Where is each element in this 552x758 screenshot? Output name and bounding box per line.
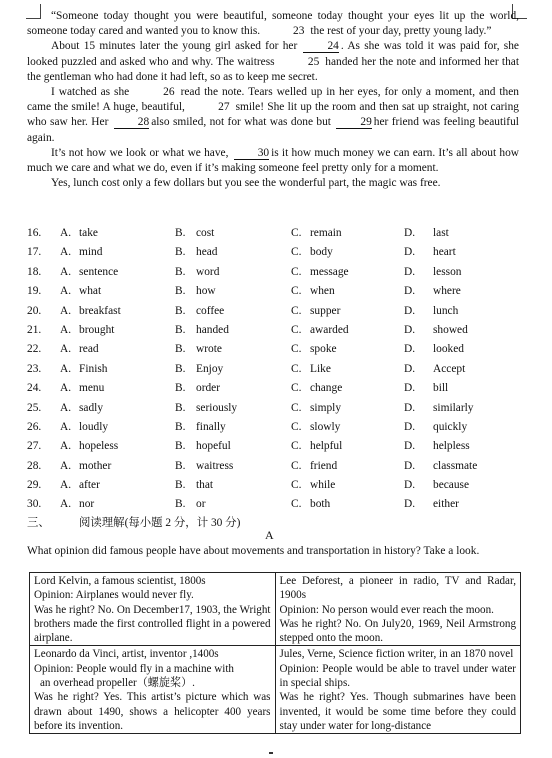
option-text-c: spoke: [310, 343, 337, 356]
option-letter-d: D.: [404, 323, 416, 336]
question-number: 17.: [27, 246, 42, 259]
options-list: [27, 224, 519, 515]
option-letter-a: A.: [60, 323, 72, 336]
option-text-c: when: [310, 285, 335, 298]
page-number-mark: [269, 752, 273, 754]
option-text-b: waitress: [196, 459, 234, 472]
option-text-b: hopeful: [196, 440, 231, 453]
option-letter-c: C.: [291, 479, 302, 492]
option-text-d: showed: [433, 323, 468, 336]
cell-line: Was he right? No. On July20, 1969, Neil Armstrong stepped onto the moon.: [279, 617, 516, 645]
option-text-c: while: [310, 479, 336, 492]
cell-line: Opinion: People would fly in a machine with: [34, 662, 234, 675]
option-letter-b: B.: [175, 459, 186, 472]
option-text-a: Finish: [79, 362, 108, 375]
cell-line: Lord Kelvin, a famous scientist, 1800s: [34, 575, 206, 587]
option-letter-d: D.: [404, 265, 416, 278]
option-text-c: Like: [310, 362, 331, 375]
option-text-b: finally: [196, 420, 226, 433]
option-letter-a: A.: [60, 304, 72, 317]
table-cell: [30, 646, 276, 734]
option-letter-d: D.: [404, 498, 416, 511]
option-letter-b: B.: [175, 285, 186, 298]
passage-text: . As she was told it was paid for, she looked puzzled and asked who and why. The waitress: [27, 40, 519, 68]
passage-text: also smiled, not for what was done but: [151, 116, 331, 129]
cell-line: Was he right? Yes. Though submarines have been invented, it would be some time before they could stay under water for long-distance: [279, 691, 516, 732]
passage-text: I watched as she: [51, 86, 130, 99]
question-number: 19.: [27, 285, 42, 298]
option-text-c: body: [310, 246, 333, 259]
question-number: 26.: [27, 420, 42, 433]
option-letter-c: C.: [291, 459, 302, 472]
option-letter-d: D.: [404, 420, 416, 433]
option-text-b: wrote: [196, 343, 222, 356]
option-letter-b: B.: [175, 420, 186, 433]
passage-text: the rest of your day, pretty young lady.”: [310, 25, 492, 38]
passage-text: handed her the note and informed her that the gentleman who had done it had left, so as to keep me secret.: [27, 55, 519, 83]
cloze-number: 25: [307, 55, 320, 68]
question-row: [27, 360, 519, 379]
question-row: [27, 340, 519, 359]
cell-line: Opinion: Airplanes would never fly.: [34, 589, 194, 602]
passage-text: smile! She lit up the room and then sat up straight, not caring who saw her. Her: [27, 101, 519, 129]
table-row: [30, 573, 521, 646]
option-letter-c: C.: [291, 343, 302, 356]
question-row: [27, 437, 519, 456]
option-text-a: read: [79, 343, 99, 356]
option-letter-a: A.: [60, 227, 72, 239]
table-cell: [30, 573, 276, 646]
passage-label: A: [265, 528, 274, 542]
option-letter-b: B.: [175, 343, 186, 356]
option-letter-c: C.: [291, 440, 302, 453]
option-text-b: Enjoy: [196, 362, 224, 375]
option-letter-b: B.: [175, 323, 186, 336]
option-letter-a: A.: [60, 362, 72, 375]
question-row: [27, 224, 519, 243]
option-letter-a: A.: [60, 479, 72, 492]
option-letter-d: D.: [404, 246, 416, 259]
option-text-d: bill: [433, 382, 449, 395]
option-letter-c: C.: [291, 323, 302, 336]
cloze-number: 26: [163, 86, 175, 99]
option-letter-c: C.: [291, 382, 302, 395]
passage-text: her friend was feeling beautiful again.: [27, 116, 519, 144]
question-row: [27, 263, 519, 282]
option-letter-b: B.: [175, 246, 186, 259]
option-text-b: seriously: [196, 401, 238, 414]
option-text-a: nor: [79, 498, 95, 511]
passage-paragraph: [27, 176, 519, 191]
option-text-d: similarly: [433, 401, 474, 414]
cell-line: Opinion: People would be able to travel under water in special ships.: [279, 662, 516, 690]
question-row: [27, 321, 519, 340]
cell-line: an overhead propeller（螺旋桨）.: [40, 677, 195, 690]
cell-line: Lee Deforest, a pioneer in radio, TV and Radar, 1900s: [279, 575, 516, 602]
question-number: 20.: [27, 304, 42, 317]
option-text-a: sadly: [79, 401, 104, 414]
table-cell: [275, 646, 521, 734]
cloze-blank: 28: [114, 116, 149, 129]
passage-text: read the note. Tears welled up in her eyes, for only a moment, and then came the smile! A huge, beautiful,: [27, 86, 519, 114]
passage-paragraph: [27, 146, 519, 176]
question-row: [27, 282, 519, 301]
cloze-number: 27: [218, 101, 230, 114]
cloze-passage: [27, 9, 519, 191]
option-letter-d: D.: [404, 285, 416, 298]
question-row: [27, 418, 519, 437]
passage-paragraph: [27, 85, 519, 146]
option-text-c: helpful: [310, 440, 343, 453]
section-title: 阅读理解(每小题 2 分，计 30 分): [79, 517, 241, 529]
option-letter-a: A.: [60, 382, 72, 395]
opinions-table: [29, 572, 521, 734]
option-letter-a: A.: [60, 440, 72, 453]
option-text-a: menu: [79, 382, 105, 395]
option-text-a: sentence: [79, 265, 119, 278]
option-text-b: coffee: [196, 304, 225, 317]
table-row: [30, 646, 521, 734]
option-letter-d: D.: [404, 362, 416, 375]
question-number: 16.: [27, 227, 42, 239]
question-row: [27, 243, 519, 262]
option-letter-c: C.: [291, 498, 302, 511]
question-number: 29.: [27, 479, 42, 492]
passage-text: Yes, lunch cost only a few dollars but you see the wonderful part, the magic was free.: [51, 177, 441, 190]
option-text-d: last: [433, 227, 449, 239]
option-letter-a: A.: [60, 459, 72, 472]
passage-paragraph: [27, 39, 519, 85]
table-cell: [275, 573, 521, 646]
question-number: 24.: [27, 382, 42, 395]
cloze-number: 23: [293, 25, 305, 38]
option-text-d: helpless: [433, 440, 470, 453]
option-letter-b: B.: [175, 362, 186, 375]
option-letter-d: D.: [404, 440, 416, 453]
option-letter-b: B.: [175, 265, 186, 278]
question-row: [27, 457, 519, 476]
option-text-a: after: [79, 479, 100, 492]
option-letter-b: B.: [175, 479, 186, 492]
option-text-c: awarded: [310, 323, 349, 336]
option-text-a: hopeless: [79, 440, 119, 453]
question-row: [27, 495, 519, 514]
option-text-d: where: [433, 285, 461, 298]
option-letter-b: B.: [175, 401, 186, 414]
option-text-a: take: [79, 227, 98, 239]
cell-line: Was he right? Yes. This artist’s picture which was drawn about 1490, shows a helicopter 400 years before its invention.: [34, 691, 271, 732]
question-row: [27, 399, 519, 418]
question-number: 27.: [27, 440, 42, 453]
option-letter-a: A.: [60, 401, 72, 414]
passage-paragraph: [27, 9, 519, 39]
option-letter-b: B.: [175, 498, 186, 511]
question-number: 22.: [27, 343, 42, 356]
option-text-a: mother: [79, 459, 112, 472]
option-text-a: what: [79, 285, 102, 298]
option-text-a: brought: [79, 323, 115, 336]
option-letter-c: C.: [291, 362, 302, 375]
option-letter-c: C.: [291, 401, 302, 414]
cloze-blank: 29: [336, 116, 371, 129]
option-letter-a: A.: [60, 265, 72, 278]
reading-intro: What opinion did famous people have about movements and transportation in history? Take a look.: [27, 545, 480, 557]
option-letter-b: B.: [175, 227, 186, 239]
passage-text: “Someone today thought you were beautiful, someone today thought your eyes lit up the world, someone today cared and wanted you to know this.: [27, 10, 519, 38]
question-number: 25.: [27, 401, 42, 414]
question-number: 28.: [27, 459, 42, 472]
option-letter-d: D.: [404, 227, 416, 239]
option-letter-d: D.: [404, 459, 416, 472]
option-text-c: friend: [310, 459, 338, 472]
option-text-c: simply: [310, 401, 342, 414]
option-text-b: that: [196, 479, 214, 492]
option-text-d: looked: [433, 343, 465, 356]
section-heading: [27, 514, 240, 530]
option-text-d: heart: [433, 246, 456, 259]
option-text-a: breakfast: [79, 304, 121, 317]
option-text-d: Accept: [433, 362, 466, 375]
section-number: 三、: [27, 517, 50, 529]
question-row: [27, 379, 519, 398]
option-letter-c: C.: [291, 227, 302, 239]
cell-line: Jules, Verne, Science fiction writer, in an 1870 novel: [279, 648, 514, 661]
option-text-d: lunch: [433, 304, 459, 317]
passage-text: About 15 minutes later the young girl asked for her: [51, 40, 298, 53]
option-text-b: or: [196, 498, 206, 511]
option-text-a: loudly: [79, 420, 109, 433]
option-text-d: either: [433, 498, 459, 511]
option-letter-d: D.: [404, 401, 416, 414]
option-text-b: handed: [196, 323, 229, 336]
question-number: 30.: [27, 498, 42, 511]
option-letter-d: D.: [404, 382, 416, 395]
option-letter-b: B.: [175, 382, 186, 395]
option-text-b: word: [196, 265, 220, 278]
option-text-c: change: [310, 382, 343, 395]
option-text-c: both: [310, 498, 331, 511]
option-text-c: supper: [310, 304, 341, 317]
question-row: [27, 476, 519, 495]
option-text-c: remain: [310, 227, 342, 239]
question-number: 23.: [27, 362, 42, 375]
option-text-d: quickly: [433, 420, 468, 433]
option-text-d: because: [433, 479, 470, 492]
question-number: 21.: [27, 323, 42, 336]
option-letter-a: A.: [60, 420, 72, 433]
option-letter-a: A.: [60, 343, 72, 356]
option-text-b: cost: [196, 227, 215, 239]
option-text-a: mind: [79, 246, 103, 259]
question-row: [27, 302, 519, 321]
option-letter-c: C.: [291, 420, 302, 433]
option-text-b: order: [196, 382, 221, 395]
option-letter-c: C.: [291, 246, 302, 259]
cell-line: Leonardo da Vinci, artist, inventor ,1400s: [34, 648, 219, 661]
option-letter-c: C.: [291, 304, 302, 317]
option-text-b: head: [196, 246, 218, 259]
option-letter-d: D.: [404, 304, 416, 317]
option-letter-a: A.: [60, 498, 72, 511]
option-text-b: how: [196, 285, 216, 298]
option-text-c: slowly: [310, 420, 341, 433]
cloze-blank: 24: [303, 40, 338, 53]
cell-line: Was he right? No. On December17, 1903, the Wright brothers made the first controlled flight in a powered airplane.: [34, 603, 271, 645]
option-letter-c: C.: [291, 285, 302, 298]
option-letter-b: B.: [175, 304, 186, 317]
question-number: 18.: [27, 265, 42, 278]
cloze-blank: 30: [234, 147, 269, 160]
option-letter-b: B.: [175, 440, 186, 453]
passage-text: It’s not how we look or what we have,: [51, 146, 229, 159]
cell-line: Opinion: No person would ever reach the moon.: [279, 603, 494, 616]
option-letter-d: D.: [404, 343, 416, 356]
option-letter-c: C.: [291, 265, 302, 278]
option-text-d: lesson: [433, 265, 462, 278]
option-letter-a: A.: [60, 285, 72, 298]
option-text-c: message: [310, 265, 349, 278]
option-letter-d: D.: [404, 479, 416, 492]
option-text-d: classmate: [433, 459, 478, 472]
passage-text: is it how much money we can earn. It’s all about how much we care and what we do, even if it’s making someone feel pretty only for a moment.: [27, 146, 519, 175]
option-letter-a: A.: [60, 246, 72, 259]
